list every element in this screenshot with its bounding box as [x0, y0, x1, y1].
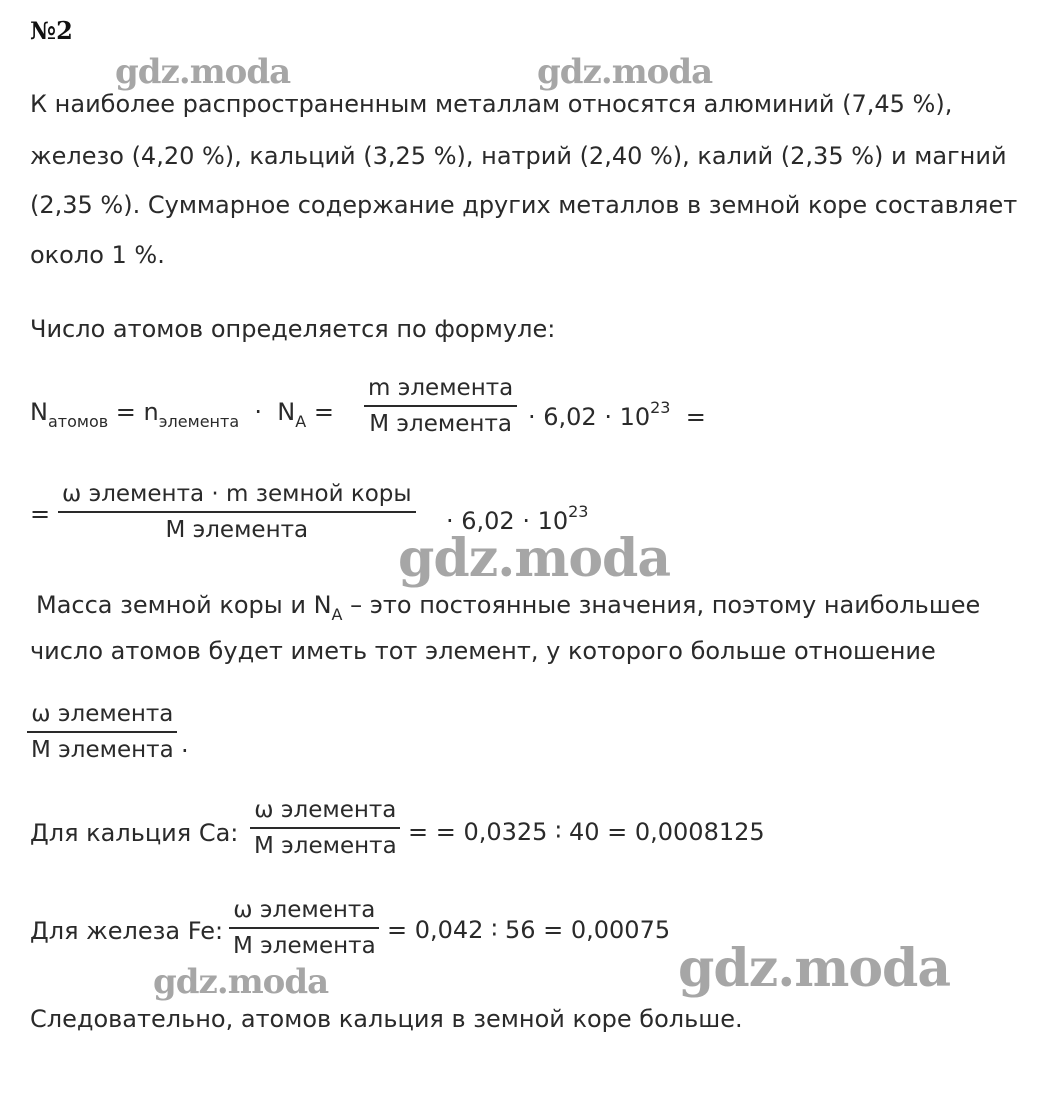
fraction-omega-mass: ω элемента · m земной коры M элемента	[58, 480, 416, 544]
fraction-calcium: ω элемента M элемента	[250, 796, 401, 860]
paragraph-line: (2,35 %). Суммарное содержание других металлов в земной коре составляет	[30, 191, 1018, 219]
iron-result: = 0,042 ∶ 56 = 0,00075	[387, 916, 671, 944]
problem-number: №2	[30, 16, 73, 45]
formula-constant: · $6,02 \cdot 10^{23}$	[446, 502, 589, 535]
formula-eq-sign: =	[30, 500, 51, 528]
paragraph-line: около 1 %.	[30, 241, 165, 269]
conclusion: Следовательно, атомов кальция в земной коре больше.	[30, 1005, 743, 1033]
calcium-result: = = 0,0325 ∶ 40 = 0,0008125	[408, 818, 765, 846]
formula-atoms-lhs: $N_{атомов} = n_{элемента} \cdot N_A$ =	[30, 398, 334, 431]
watermark-logo: gdz.moda	[537, 52, 713, 92]
formula-atoms-rhs: · $6,02 \cdot 10^{23}$ =	[528, 398, 706, 431]
watermark-logo: gdz.moda	[153, 962, 329, 1002]
watermark-logo: gdz.moda	[398, 528, 671, 589]
fraction-iron: ω элемента M элемента	[229, 896, 380, 960]
paragraph-line: Масса земной коры и $N_A$ – это постоянные значения, поэтому наибольшее	[36, 591, 981, 624]
formula-intro: Число атомов определяется по формуле:	[30, 315, 556, 343]
paragraph-line: число атомов будет иметь тот элемент, у которого больше отношение	[30, 637, 936, 665]
paragraph-line: железо (4,20 %), кальций (3,25 %), натрий (2,40 %), калий (2,35 %) и магний	[30, 142, 1007, 170]
iron-label: Для железа Fe:	[30, 917, 224, 945]
ratio-dot: .	[181, 730, 189, 758]
watermark-logo: gdz.moda	[115, 52, 291, 92]
fraction-ratio: ω элемента M элемента	[27, 700, 178, 764]
fraction-mass-over-molar: m элемента M элемента	[364, 374, 517, 438]
watermark-logo: gdz.moda	[678, 938, 951, 999]
calcium-label: Для кальция Ca:	[30, 819, 239, 847]
paragraph-line: К наиболее распространенным металлам относятся алюминий (7,45 %),	[30, 90, 953, 118]
